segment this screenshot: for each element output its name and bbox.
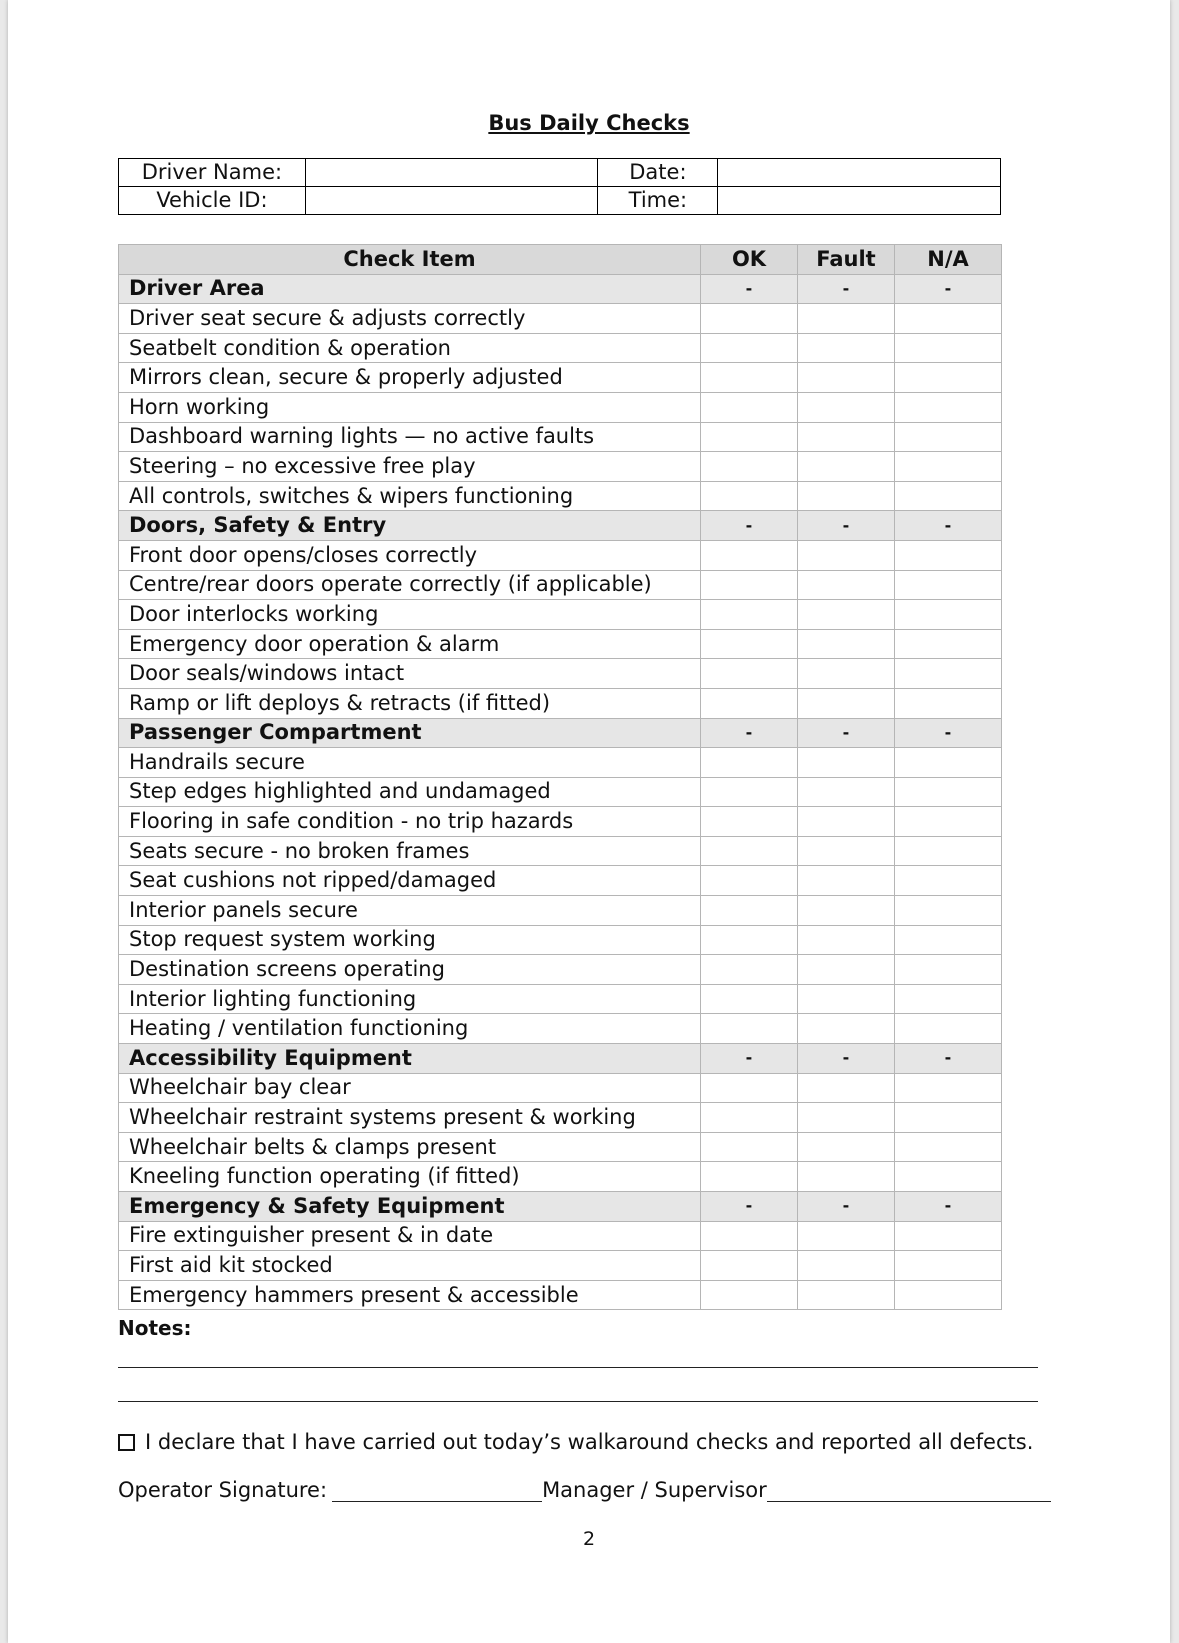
fault-cell[interactable] (798, 1103, 895, 1133)
ok-cell[interactable] (701, 481, 798, 511)
ok-cell[interactable] (701, 836, 798, 866)
check-row (119, 452, 1002, 482)
header-na: N/A (895, 245, 1002, 275)
na-cell[interactable] (895, 629, 1002, 659)
check-item-label: Emergency hammers present & accessible (119, 1280, 701, 1310)
driver-info-table (118, 158, 1001, 215)
check-item-label: Interior panels secure (119, 896, 701, 926)
checklist-table (118, 244, 1002, 1310)
ok-cell[interactable] (701, 1162, 798, 1192)
na-cell[interactable] (895, 866, 1002, 896)
na-cell[interactable] (895, 925, 1002, 955)
check-item-label: Seat cushions not ripped/damaged (119, 866, 701, 896)
na-cell[interactable] (895, 481, 1002, 511)
ok-cell[interactable] (701, 688, 798, 718)
check-row (119, 540, 1002, 570)
fault-cell[interactable] (798, 304, 895, 334)
check-row (119, 333, 1002, 363)
check-item-label: Destination screens operating (119, 955, 701, 985)
check-row (119, 304, 1002, 334)
fault-cell[interactable] (798, 392, 895, 422)
driver-name-field[interactable] (305, 159, 598, 187)
section-row (119, 511, 1002, 541)
section-fault-mark: - (798, 274, 895, 304)
na-cell[interactable] (895, 1251, 1002, 1281)
na-cell[interactable] (895, 570, 1002, 600)
section-title: Doors, Safety & Entry (119, 511, 701, 541)
check-item-label: Steering – no excessive free play (119, 452, 701, 482)
na-cell[interactable] (895, 422, 1002, 452)
section-na-mark: - (895, 274, 1002, 304)
section-row (119, 274, 1002, 304)
na-cell[interactable] (895, 777, 1002, 807)
fault-cell[interactable] (798, 896, 895, 926)
check-row (119, 1103, 1002, 1133)
check-item-label: Kneeling function operating (if fitted) (119, 1162, 701, 1192)
na-cell[interactable] (895, 1162, 1002, 1192)
check-row (119, 777, 1002, 807)
ok-cell[interactable] (701, 304, 798, 334)
signature-row (118, 1478, 1051, 1502)
na-cell[interactable] (895, 1132, 1002, 1162)
ok-cell[interactable] (701, 866, 798, 896)
fault-cell[interactable] (798, 570, 895, 600)
ok-cell[interactable] (701, 363, 798, 393)
check-item-label: Step edges highlighted and undamaged (119, 777, 701, 807)
section-row (119, 718, 1002, 748)
check-row (119, 422, 1002, 452)
operator-signature-label: Operator Signature: (118, 1478, 328, 1502)
fault-cell[interactable] (798, 1132, 895, 1162)
fault-cell[interactable] (798, 1280, 895, 1310)
check-row (119, 1251, 1002, 1281)
checklist-header-row (119, 245, 1002, 275)
section-title: Accessibility Equipment (119, 1044, 701, 1074)
page-title: Bus Daily Checks (488, 111, 690, 135)
section-ok-mark: - (701, 274, 798, 304)
ok-cell[interactable] (701, 600, 798, 630)
manager-label: Manager / Supervisor (542, 1478, 767, 1502)
ok-cell[interactable] (701, 1280, 798, 1310)
check-row (119, 1162, 1002, 1192)
ok-cell[interactable] (701, 1103, 798, 1133)
fault-cell[interactable] (798, 452, 895, 482)
ok-cell[interactable] (701, 452, 798, 482)
ok-cell[interactable] (701, 1221, 798, 1251)
section-title: Emergency & Safety Equipment (119, 1192, 701, 1222)
section-ok-mark: - (701, 1192, 798, 1222)
ok-cell[interactable] (701, 422, 798, 452)
ok-cell[interactable] (701, 392, 798, 422)
check-item-label: Handrails secure (119, 748, 701, 778)
fault-cell[interactable] (798, 925, 895, 955)
fault-cell[interactable] (798, 1014, 895, 1044)
check-item-label: Flooring in safe condition - no trip hazards (119, 807, 701, 837)
header-fault: Fault (798, 245, 895, 275)
check-row (119, 481, 1002, 511)
ok-cell[interactable] (701, 955, 798, 985)
check-row (119, 1221, 1002, 1251)
check-item-label: Wheelchair restraint systems present & working (119, 1103, 701, 1133)
na-cell[interactable] (895, 1280, 1002, 1310)
na-cell[interactable] (895, 896, 1002, 926)
na-cell[interactable] (895, 1073, 1002, 1103)
check-row (119, 1073, 1002, 1103)
check-row (119, 984, 1002, 1014)
check-row (119, 392, 1002, 422)
na-cell[interactable] (895, 836, 1002, 866)
check-row (119, 363, 1002, 393)
check-row (119, 955, 1002, 985)
section-row (119, 1044, 1002, 1074)
check-item-label: Driver seat secure & adjusts correctly (119, 304, 701, 334)
page-number: 2 (582, 1528, 596, 1550)
check-row (119, 1132, 1002, 1162)
fault-cell[interactable] (798, 600, 895, 630)
check-row (119, 748, 1002, 778)
section-na-mark: - (895, 511, 1002, 541)
check-item-label: Seatbelt condition & operation (119, 333, 701, 363)
check-item-label: Emergency door operation & alarm (119, 629, 701, 659)
notes-line[interactable] (118, 1401, 1038, 1402)
date-field[interactable] (718, 159, 1001, 187)
fault-cell[interactable] (798, 866, 895, 896)
na-cell[interactable] (895, 807, 1002, 837)
manager-signature-line[interactable] (767, 1481, 1051, 1502)
na-cell[interactable] (895, 688, 1002, 718)
na-cell[interactable] (895, 659, 1002, 689)
na-cell[interactable] (895, 333, 1002, 363)
check-row (119, 1280, 1002, 1310)
na-cell[interactable] (895, 600, 1002, 630)
check-item-label: Dashboard warning lights — no active faults (119, 422, 701, 452)
fault-cell[interactable] (798, 807, 895, 837)
check-row (119, 836, 1002, 866)
check-row (119, 688, 1002, 718)
check-item-label: Centre/rear doors operate correctly (if applicable) (119, 570, 701, 600)
check-row (119, 629, 1002, 659)
na-cell[interactable] (895, 540, 1002, 570)
check-row (119, 896, 1002, 926)
ok-cell[interactable] (701, 540, 798, 570)
fault-cell[interactable] (798, 422, 895, 452)
check-item-label: Mirrors clean, secure & properly adjusted (119, 363, 701, 393)
section-na-mark: - (895, 1044, 1002, 1074)
driver-name-label: Driver Name: (119, 159, 306, 187)
fault-cell[interactable] (798, 748, 895, 778)
fault-cell[interactable] (798, 955, 895, 985)
vehicle-id-field[interactable] (305, 187, 598, 215)
check-item-label: Stop request system working (119, 925, 701, 955)
check-item-label: Fire extinguisher present & in date (119, 1221, 701, 1251)
header-ok: OK (701, 245, 798, 275)
section-fault-mark: - (798, 1044, 895, 1074)
na-cell[interactable] (895, 1014, 1002, 1044)
fault-cell[interactable] (798, 481, 895, 511)
check-row (119, 807, 1002, 837)
operator-signature-line[interactable] (332, 1481, 542, 1502)
time-field[interactable] (718, 187, 1001, 215)
ok-cell[interactable] (701, 748, 798, 778)
ok-cell[interactable] (701, 896, 798, 926)
vehicle-id-label: Vehicle ID: (119, 187, 306, 215)
ok-cell[interactable] (701, 1251, 798, 1281)
fault-cell[interactable] (798, 1073, 895, 1103)
fault-cell[interactable] (798, 984, 895, 1014)
check-item-label: Door interlocks working (119, 600, 701, 630)
ok-cell[interactable] (701, 1132, 798, 1162)
fault-cell[interactable] (798, 363, 895, 393)
fault-cell[interactable] (798, 1162, 895, 1192)
check-item-label: Wheelchair bay clear (119, 1073, 701, 1103)
section-fault-mark: - (798, 511, 895, 541)
ok-cell[interactable] (701, 333, 798, 363)
section-ok-mark: - (701, 1044, 798, 1074)
fault-cell[interactable] (798, 659, 895, 689)
fault-cell[interactable] (798, 540, 895, 570)
section-ok-mark: - (701, 511, 798, 541)
section-ok-mark: - (701, 718, 798, 748)
check-row (119, 925, 1002, 955)
notes-label: Notes: (118, 1316, 192, 1340)
check-item-label: Ramp or lift deploys & retracts (if fitted) (119, 688, 701, 718)
check-row (119, 570, 1002, 600)
notes-line[interactable] (118, 1367, 1038, 1368)
ok-cell[interactable] (701, 1014, 798, 1044)
na-cell[interactable] (895, 452, 1002, 482)
ok-cell[interactable] (701, 925, 798, 955)
section-row (119, 1192, 1002, 1222)
declaration-checkbox[interactable] (118, 1434, 135, 1451)
check-row (119, 659, 1002, 689)
declaration (118, 1430, 1033, 1454)
ok-cell[interactable] (701, 807, 798, 837)
check-item-label: Front door opens/closes correctly (119, 540, 701, 570)
check-item-label: All controls, switches & wipers functioning (119, 481, 701, 511)
section-na-mark: - (895, 718, 1002, 748)
na-cell[interactable] (895, 363, 1002, 393)
check-row (119, 600, 1002, 630)
ok-cell[interactable] (701, 777, 798, 807)
na-cell[interactable] (895, 1103, 1002, 1133)
declaration-text: I declare that I have carried out today’s walkaround checks and reported all defects. (145, 1430, 1034, 1454)
fault-cell[interactable] (798, 688, 895, 718)
fault-cell[interactable] (798, 629, 895, 659)
section-fault-mark: - (798, 718, 895, 748)
section-title: Driver Area (119, 274, 701, 304)
ok-cell[interactable] (701, 984, 798, 1014)
ok-cell[interactable] (701, 570, 798, 600)
fault-cell[interactable] (798, 777, 895, 807)
fault-cell[interactable] (798, 333, 895, 363)
fault-cell[interactable] (798, 1251, 895, 1281)
check-item-label: Wheelchair belts & clamps present (119, 1132, 701, 1162)
check-row (119, 866, 1002, 896)
check-row (119, 1014, 1002, 1044)
document-page (8, 0, 1170, 1643)
header-check-item: Check Item (119, 245, 701, 275)
section-na-mark: - (895, 1192, 1002, 1222)
check-item-label: Seats secure - no broken frames (119, 836, 701, 866)
date-label: Date: (598, 159, 718, 187)
check-item-label: Door seals/windows intact (119, 659, 701, 689)
check-item-label: First aid kit stocked (119, 1251, 701, 1281)
ok-cell[interactable] (701, 659, 798, 689)
section-title: Passenger Compartment (119, 718, 701, 748)
na-cell[interactable] (895, 955, 1002, 985)
fault-cell[interactable] (798, 836, 895, 866)
check-item-label: Heating / ventilation functioning (119, 1014, 701, 1044)
ok-cell[interactable] (701, 629, 798, 659)
section-fault-mark: - (798, 1192, 895, 1222)
na-cell[interactable] (895, 392, 1002, 422)
fault-cell[interactable] (798, 1221, 895, 1251)
na-cell[interactable] (895, 1221, 1002, 1251)
ok-cell[interactable] (701, 1073, 798, 1103)
check-item-label: Interior lighting functioning (119, 984, 701, 1014)
check-item-label: Horn working (119, 392, 701, 422)
time-label: Time: (598, 187, 718, 215)
na-cell[interactable] (895, 984, 1002, 1014)
na-cell[interactable] (895, 304, 1002, 334)
na-cell[interactable] (895, 748, 1002, 778)
